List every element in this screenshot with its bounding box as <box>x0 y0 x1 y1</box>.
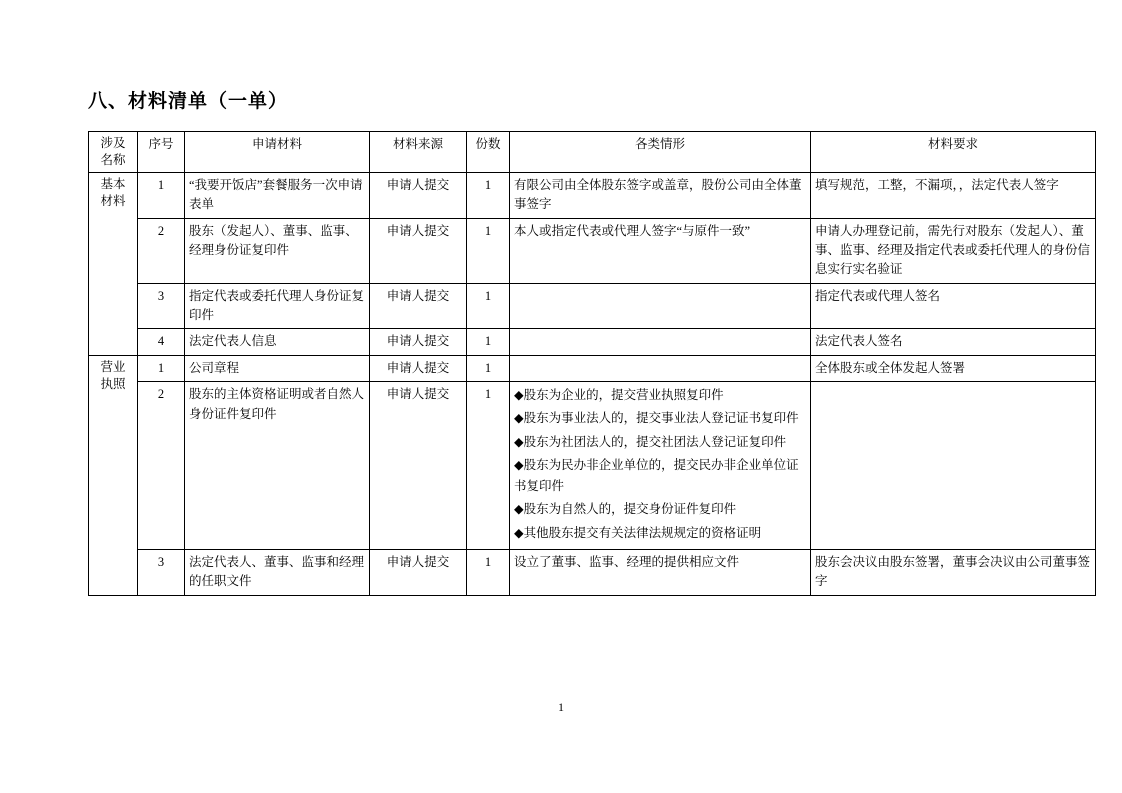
cell-cases: 设立了董事、监事、经理的提供相应文件 <box>510 549 811 595</box>
cell-material: “我要开饭店”套餐服务一次申请表单 <box>185 172 370 218</box>
column-header-index: 序号 <box>138 132 185 173</box>
column-header-material: 申请材料 <box>185 132 370 173</box>
cell-count: 1 <box>467 218 510 283</box>
cell-count: 1 <box>467 329 510 355</box>
cell-count: 1 <box>467 382 510 550</box>
cell-requirement: 全体股东或全体发起人签署 <box>811 355 1096 381</box>
cell-count: 1 <box>467 355 510 381</box>
table-row <box>89 382 1096 550</box>
group-label-line1: 营业 <box>100 359 126 374</box>
cell-source: 申请人提交 <box>370 283 467 329</box>
document-content <box>88 86 1091 596</box>
cell-source: 申请人提交 <box>370 218 467 283</box>
table-header-row <box>89 132 1096 173</box>
group-label-basic <box>89 172 138 355</box>
cell-index: 3 <box>138 283 185 329</box>
cell-material: 指定代表或委托代理人身份证复印件 <box>185 283 370 329</box>
column-header-source: 材料来源 <box>370 132 467 173</box>
cell-count: 1 <box>467 172 510 218</box>
cell-material: 法定代表人信息 <box>185 329 370 355</box>
cell-requirement <box>811 382 1096 550</box>
cell-cases <box>510 355 811 381</box>
cell-cases: 本人或指定代表或代理人签字“与原件一致” <box>510 218 811 283</box>
case-item: ◆股东为事业法人的，提交事业法人登记证书复印件 <box>514 411 799 426</box>
cell-source: 申请人提交 <box>370 355 467 381</box>
case-item: ◆股东为自然人的，提交身份证件复印件 <box>514 502 737 517</box>
column-header-cases: 各类情形 <box>510 132 811 173</box>
column-header-scope-line2: 名称 <box>100 152 126 167</box>
cell-source: 申请人提交 <box>370 382 467 550</box>
table-row <box>89 218 1096 283</box>
cell-index: 1 <box>138 172 185 218</box>
cell-material: 股东的主体资格证明或者自然人身份证件复印件 <box>185 382 370 550</box>
group-label-line1: 基本 <box>100 176 126 191</box>
column-header-requirement: 材料要求 <box>811 132 1096 173</box>
cell-material: 股东（发起人）、董事、监事、经理身份证复印件 <box>185 218 370 283</box>
group-label-license <box>89 355 138 595</box>
cell-material: 公司章程 <box>185 355 370 381</box>
cell-requirement: 法定代表人签名 <box>811 329 1096 355</box>
cell-index: 4 <box>138 329 185 355</box>
column-header-scope-line1: 涉及 <box>100 136 126 150</box>
cell-cases <box>510 283 811 329</box>
cell-count: 1 <box>467 549 510 595</box>
table-row <box>89 283 1096 329</box>
table-header <box>89 132 1096 173</box>
cell-source: 申请人提交 <box>370 549 467 595</box>
cell-cases <box>510 329 811 355</box>
cell-cases-list <box>510 382 811 550</box>
cell-cases: 有限公司由全体股东签字或盖章，股份公司由全体董事签字 <box>510 172 811 218</box>
cell-count: 1 <box>467 283 510 329</box>
table-row <box>89 355 1096 381</box>
table-row <box>89 549 1096 595</box>
cell-index: 1 <box>138 355 185 381</box>
case-item: ◆股东为企业的，提交营业执照复印件 <box>514 388 724 403</box>
material-list-table <box>88 131 1096 596</box>
case-item: ◆股东为社团法人的，提交社团法人登记证复印件 <box>514 434 787 449</box>
case-item: ◆股东为民办非企业单位的，提交民办非企业单位证书复印件 <box>514 457 799 494</box>
cell-index: 2 <box>138 218 185 283</box>
page-title: 八、材料清单（一单） <box>88 91 289 112</box>
cell-requirement: 申请人办理登记前，需先行对股东（发起人）、董事、监事、经理及指定代表或委托代理人的身份信息实行实名验证 <box>811 218 1096 283</box>
table-row <box>89 329 1096 355</box>
cell-source: 申请人提交 <box>370 172 467 218</box>
cell-material: 法定代表人、董事、监事和经理的任职文件 <box>185 549 370 595</box>
table-row <box>89 172 1096 218</box>
page-number: 1 <box>558 700 564 714</box>
cell-index: 2 <box>138 382 185 550</box>
table-body <box>89 172 1096 595</box>
cell-source: 申请人提交 <box>370 329 467 355</box>
case-item: ◆其他股东提交有关法律法规规定的资格证明 <box>514 525 762 540</box>
group-label-line2: 材料 <box>100 194 126 209</box>
cell-requirement: 指定代表或代理人签名 <box>811 283 1096 329</box>
cell-requirement: 填写规范，工整，不漏项，，法定代表人签字 <box>811 172 1096 218</box>
column-header-count: 份数 <box>467 132 510 173</box>
cell-requirement: 股东会决议由股东签署，董事会决议由公司董事签字 <box>811 549 1096 595</box>
group-label-line2: 执照 <box>100 377 126 392</box>
cell-index: 3 <box>138 549 185 595</box>
column-header-scope <box>89 132 138 173</box>
